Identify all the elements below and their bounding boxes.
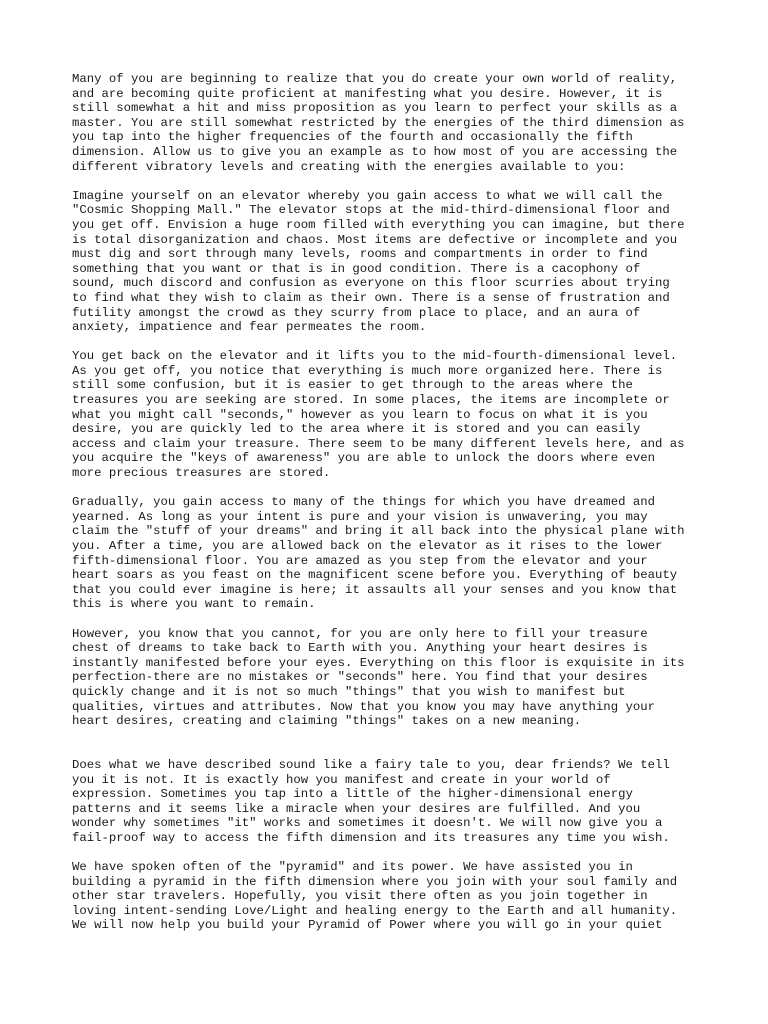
paragraph-gap [72, 729, 712, 758]
paragraph-7: We have spoken often of the "pyramid" and its power. We have assisted you in building a pyramid in the fifth dimension where you join with your soul family and other star travelers. Hopefully, you visit there often as you join together in loving intent-sending Love/Light and healing energy to the Earth and all humanity. We will now help you build your Pyramid of Power where you will go in your quiet [72, 860, 678, 933]
document-page [72, 72, 712, 933]
paragraph-4: Gradually, you gain access to many of the things for which you have dreamed and yearned. As long as your intent is pure and your vision is unwavering, you may claim the "stuff of your dreams" and bring it all back into the physical plane with you. After a time, you are allowed back on the elevator as it rises to the lower fifth-dimensional floor. You are amazed as you step from the elevator and your heart soars as you feast on the magnificent scene before you. Everything of beauty that you could ever imagine is here; it assaults all your senses and you know that this is where you want to remain. [72, 495, 685, 612]
paragraph-gap [72, 335, 712, 350]
paragraph-gap [72, 174, 712, 189]
paragraph-6: Does what we have described sound like a fairy tale to you, dear friends? We tell you it is not. It is exactly how you manifest and create in your world of expression. Sometimes you tap into a little of the higher-dimensional energy patterns and it seems like a miracle when your desires are fulfilled. And you wonder why sometimes "it" works and sometimes it doesn't. We will now give you a fail-proof way to access the fifth dimension and its treasures any time you wish. [72, 757, 670, 845]
paragraph-1: Many of you are beginning to realize that you do create your own world of reality, and are becoming quite proficient at manifesting what you desire. However, it is still somewhat a hit and miss proposition as you learn to perfect your skills as a master. You are still somewhat restricted by the energies of the third dimension as you tap into the higher frequencies of the fourth and occasionally the fifth dimension. Allow us to give you an example as to how most of you are accessing the different vibratory levels and creating with the energies available to you: [72, 72, 685, 174]
paragraph-gap [72, 845, 712, 860]
paragraph-3: You get back on the elevator and it lifts you to the mid-fourth-dimensional level. As you get off, you notice that everything is much more organized here. There is still some confusion, but it is easier to get through to the areas where the treasures you are seeking are stored. In some places, the items are incomplete or what you might call "seconds," however as you learn to focus on what it is you desire, you are quickly led to the area where it is stored and you can easily access and claim your treasure. There seem to be many different levels here, and as you acquire the "keys of awareness" you are able to unlock the doors where even more precious treasures are stored. [72, 349, 685, 481]
paragraph-2: Imagine yourself on an elevator whereby you gain access to what we will call the "Cosmic Shopping Mall." The elevator stops at the mid-third-dimensional floor and you get off. Envision a huge room filled with everything you can imagine, but there is total disorganization and chaos. Most items are defective or incomplete and you must dig and sort through many levels, rooms and compartments in order to find something that you want or that is in good condition. There is a cacophony of sound, much discord and confusion as everyone on this floor scurries about trying to find what they wish to claim as their own. There is a sense of frustration and futility amongst the crowd as they scurry from place to place, and an aura of anxiety, impatience and fear permeates the room. [72, 188, 685, 335]
paragraph-gap [72, 612, 712, 627]
paragraph-5: However, you know that you cannot, for you are only here to fill your treasure chest of dreams to take back to Earth with you. Anything your heart desires is instantly manifested before your eyes. Everything on this floor is exquisite in its perfection-there are no mistakes or "seconds" here. You find that your desires quickly change and it is not so much "things" that you wish to manifest but qualities, virtues and attributes. Now that you know you may have anything your heart desires, creating and claiming "things" takes on a new meaning. [72, 626, 685, 729]
paragraph-gap [72, 481, 712, 496]
